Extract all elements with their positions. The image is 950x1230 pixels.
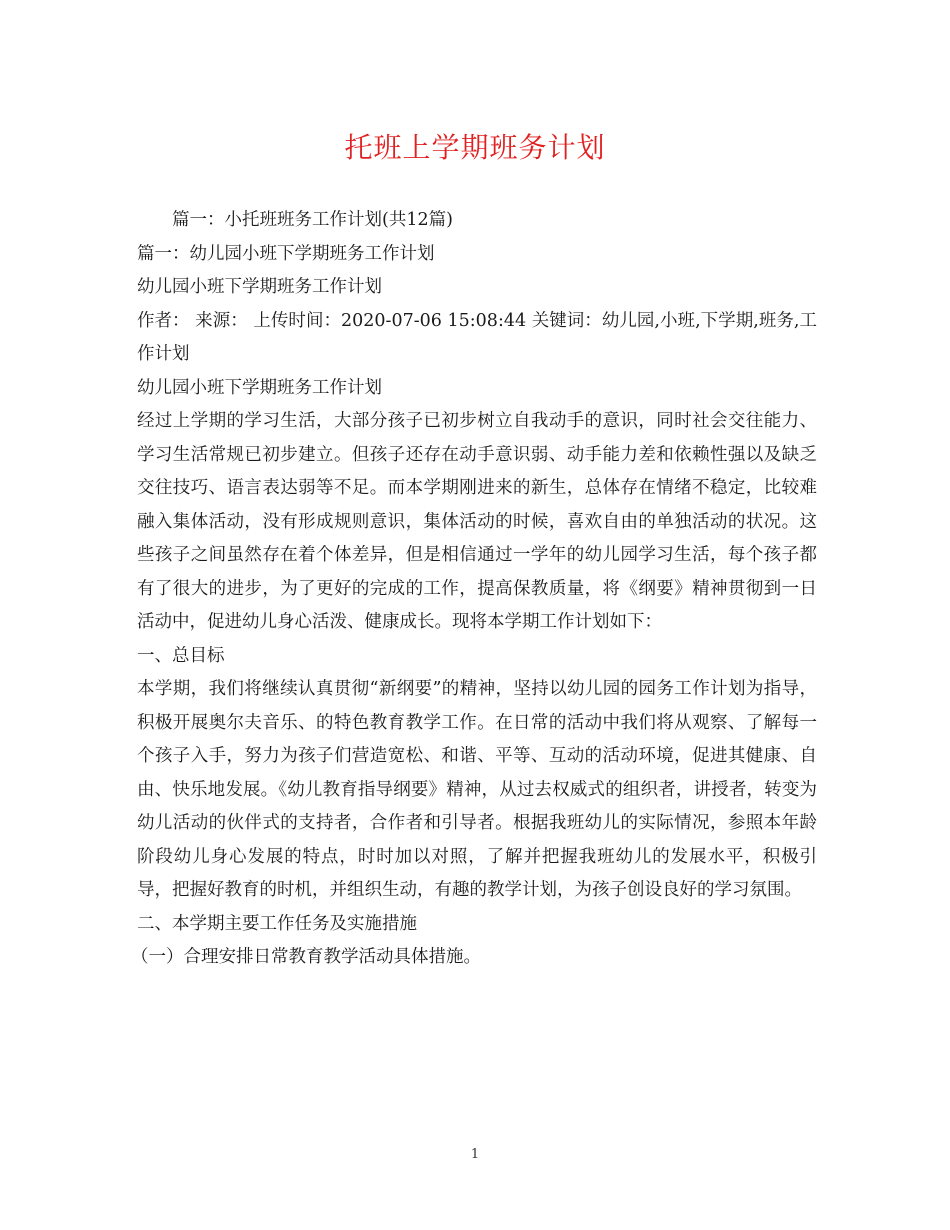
document-title: 托班上学期班务计划 [344, 131, 606, 164]
page-number: 1 [470, 1147, 480, 1162]
paragraph-article-title-repeat: 幼儿园小班下学期班务工作计划 [137, 377, 382, 398]
section-heading-goal: 一、总目标 [137, 645, 225, 666]
paragraph-goal: 本学期，我们将继续认真贯彻“新纲要”的精神，坚持以幼儿园的园务工作计划为指导，积极开展奥尔夫音乐、的特色教育教学工作。在日常的活动中我们将从观察、了解每一个孩子入手，努力为孩子们营造宽松、和谐、平等、互动的活动环境，促进其健康、自由、快乐地发展。《幼儿教育指导纲要》精神，从过去权威式的组织者，讲授者，转变为幼儿活动的伙伴式的支持者，合作者和引导者。根据我班幼儿的实际情况，参照本年龄阶段幼儿身心发展的特点，时时加以对照，了解并把握我班幼儿的发展水平，积极引导，把握好教育的时机，并组织生动，有趣的教学计划，为孩子创设良好的学习氛围。 [137, 679, 817, 900]
paragraph-intro: 经过上学期的学习生活，大部分孩子已初步树立自我动手的意识，同时社会交往能力、学习生活常规已初步建立。但孩子还存在动手意识弱、动手能力差和依赖性强以及缺乏交往技巧、语言表达弱等不足。而本学期刚进来的新生，总体存在情绪不稳定，比较难融入集体活动，没有形成规则意识，集体活动的时候，喜欢自由的单独活动的状况。这些孩子之间虽然存在着个体差异，但是相信通过一学年的幼儿园学习生活，每个孩子都有了很大的进步，为了更好的完成的工作，提高保教质量，将《纲要》精神贯彻到一日活动中，促进幼儿身心活泼、健康成长。现将本学期工作计划如下： [137, 411, 817, 632]
paragraph-article-title: 幼儿园小班下学期班务工作计划 [137, 277, 382, 297]
document-body [131, 204, 817, 975]
paragraph-article-heading: 篇一：幼儿园小班下学期班务工作计划 [137, 243, 435, 264]
section-heading-tasks: 二、本学期主要工作任务及实施措施 [137, 913, 417, 934]
paragraph-meta-info: 作者： 来源： 上传时间：2020-07-06 15:08:44 关键词：幼儿园,小班,下学期,班务,工作计划 [137, 310, 817, 364]
subsection-heading-daily: （一）合理安排日常教育教学活动具体措施。 [131, 947, 481, 967]
paragraph-collection-heading: 篇一：小托班班务工作计划(共12篇) [172, 210, 453, 230]
